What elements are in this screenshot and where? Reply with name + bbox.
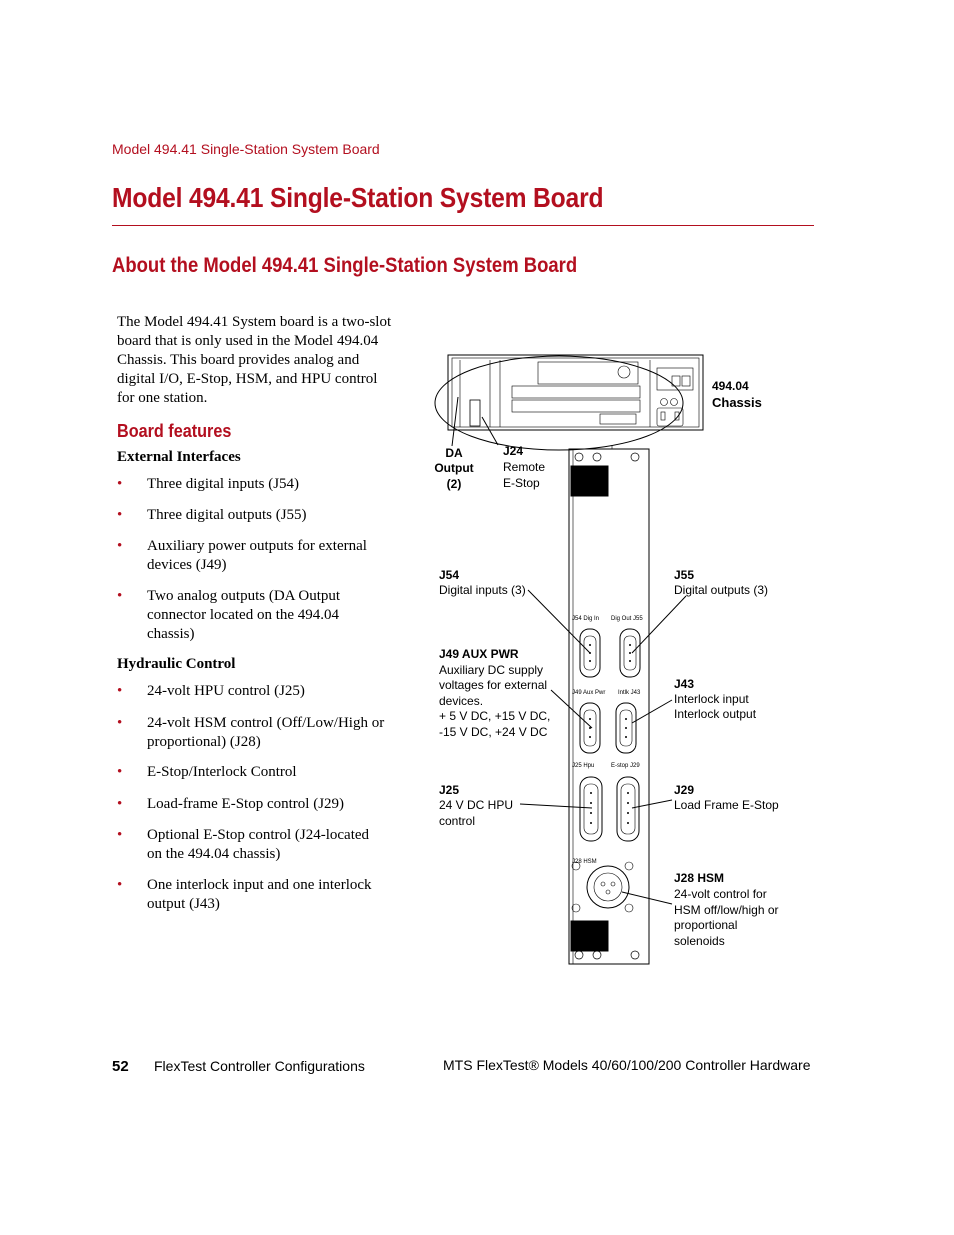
list-item: • One interlock input and one interlock output (J43) — [117, 877, 372, 912]
chassis-label-line1: 494.04 — [712, 379, 749, 393]
list-item: • Three digital inputs (J54) — [117, 476, 300, 492]
j29-label: J29 — [674, 783, 695, 797]
j29-desc: Load Frame E-Stop — [674, 798, 779, 812]
board-label-j43: Intlk J43 — [618, 690, 641, 696]
section-title: About the Model 494.41 Single-Station System Board — [112, 254, 578, 277]
j49-desc-line4: + 5 V DC, +15 V DC, — [439, 709, 551, 723]
board-label-j28: J28 HSM — [572, 859, 597, 865]
bullet-icon: • — [117, 588, 123, 604]
hydraulic-control-heading: Hydraulic Control — [117, 656, 236, 672]
bullet-icon: • — [117, 715, 123, 731]
bullet-icon: • — [117, 507, 123, 523]
bullet-icon: • — [117, 476, 123, 492]
bullet-icon: • — [117, 827, 123, 843]
j24-desc-line2: E-Stop — [503, 476, 540, 490]
running-head: Model 494.41 Single-Station System Board — [112, 141, 380, 157]
list-item: • Two analog outputs (DA Output connector located on the 494.04 chassis) — [117, 588, 341, 642]
list-item: • E-Stop/Interlock Control — [117, 764, 297, 780]
j28-desc-line3: proportional — [674, 918, 738, 932]
j28-desc-line2: HSM off/low/high or — [674, 903, 779, 917]
j49-desc-line3: devices. — [439, 694, 484, 708]
j24-label: J24 — [503, 444, 524, 458]
j43-desc-line1: Interlock input — [674, 692, 749, 706]
board-label-j49: J49 Aux Pwr — [572, 690, 606, 696]
page-number: 52 — [112, 1058, 129, 1075]
board-outline — [569, 449, 649, 964]
board-label-j55: Dig Out J55 — [611, 616, 643, 622]
j55-label: J55 — [674, 568, 695, 582]
page-title: Model 494.41 Single-Station System Board — [112, 182, 604, 213]
da-output-label-line3: (2) — [446, 477, 462, 491]
board-label-j54: J54 Dig In — [572, 616, 600, 622]
j24-desc-line1: Remote — [503, 460, 546, 474]
j25-label: J25 — [439, 783, 460, 797]
bullet-icon: • — [117, 764, 123, 780]
j28-desc-line4: solenoids — [674, 934, 725, 948]
j54-label: J54 — [439, 568, 460, 582]
list-item: • Three digital outputs (J55) — [117, 507, 307, 523]
j49-desc-line1: Auxiliary DC supply — [439, 663, 544, 677]
j43-label: J43 — [674, 677, 695, 691]
board-label-j29: E-stop J29 — [611, 763, 640, 769]
j49-desc-line5: -15 V DC, +24 V DC — [439, 725, 548, 739]
footer-right: MTS FlexTest® Models 40/60/100/200 Controller Hardware — [443, 1057, 811, 1073]
list-item: • 24-volt HSM control (Off/Low/High or proportional) (J28) — [117, 715, 385, 750]
j25-desc-line1: 24 V DC HPU — [439, 798, 514, 812]
j25-desc-line2: control — [439, 814, 476, 828]
chassis-label-line2: Chassis — [712, 395, 762, 410]
list-item: • Optional E-Stop control (J24-located on the 494.04 chassis) — [117, 827, 370, 862]
board-label-j25: J25 Hpu — [572, 763, 595, 769]
board-features-heading: Board features — [117, 421, 232, 441]
j43-desc-line2: Interlock output — [674, 707, 757, 721]
j55-desc: Digital outputs (3) — [674, 583, 769, 597]
bullet-icon: • — [117, 796, 123, 812]
intro-paragraph: The Model 494.41 System board is a two-slot board that is only used in the Model 494.04 Chassis. This board provides analog and digital I/O, E-Stop, HSM, and HPU control for one station. — [117, 314, 392, 406]
j54-desc: Digital inputs (3) — [439, 583, 526, 597]
highlight-oval — [435, 356, 683, 450]
list-item: • 24-volt HPU control (J25) — [117, 683, 305, 699]
list-item: • Auxiliary power outputs for external devices (J49) — [117, 538, 367, 573]
j49-label: J49 AUX PWR — [439, 647, 519, 661]
bullet-icon: • — [117, 683, 123, 699]
footer-left: FlexTest Controller Configurations — [154, 1058, 365, 1074]
list-item: • Load-frame E-Stop control (J29) — [117, 796, 345, 812]
external-interfaces-heading: External Interfaces — [117, 449, 241, 465]
j49-desc-line2: voltages for external — [439, 678, 548, 692]
j28-desc-line1: 24-volt control for — [674, 887, 767, 901]
da-output-label-line2: Output — [434, 461, 474, 475]
da-output-label-line1: DA — [445, 446, 463, 460]
bullet-icon: • — [117, 538, 123, 554]
bullet-icon: • — [117, 877, 123, 893]
j28-label: J28 HSM — [674, 871, 725, 885]
